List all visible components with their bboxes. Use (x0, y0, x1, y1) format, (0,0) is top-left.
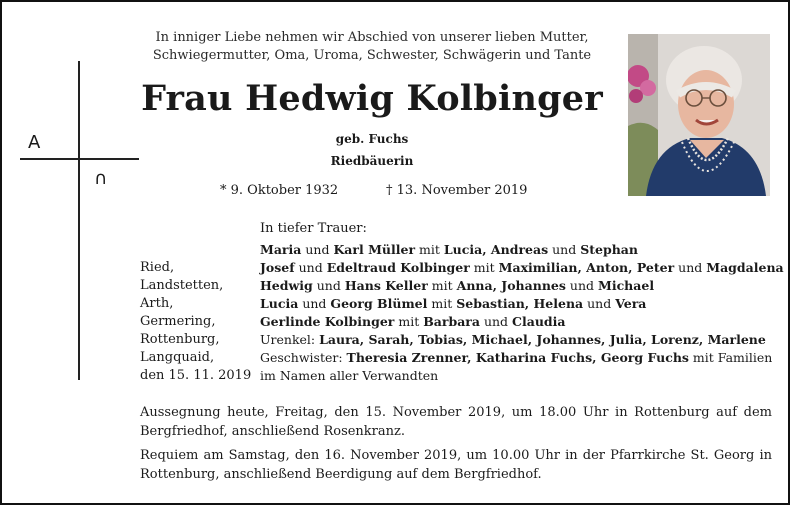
mourner-name: Maria (260, 242, 302, 257)
mourner-connector: und (294, 260, 327, 275)
mourner-line (260, 313, 784, 331)
birth-date: * 9. Oktober 1932 (220, 183, 339, 198)
mourner-name: Vera (615, 296, 647, 311)
mourner-connector: und (479, 314, 513, 329)
intro-line-2: Schwiegermutter, Oma, Uroma, Schwester, Schwägerin und Tante (152, 48, 592, 63)
cross-vertical (78, 61, 80, 380)
place-line: Rottenburg, (140, 332, 220, 347)
mourner-name: Hans Keller (344, 278, 428, 293)
place-line: Ried, (140, 260, 175, 275)
death-date: † 13. November 2019 (386, 183, 528, 198)
mourner-connector: und (674, 260, 707, 275)
mourner-line (260, 295, 784, 313)
deceased-name: Frau Hedwig Kolbinger (141, 78, 603, 119)
portrait-photo (628, 34, 770, 196)
mourner-name: Anna, Johannes (456, 278, 566, 293)
mourner-connector: und (565, 278, 598, 293)
mourner-name: Stephan (580, 242, 638, 257)
omega-symbol: ∩ (94, 168, 108, 189)
mourner-connector: und (548, 242, 581, 257)
place-line: Arth, (140, 296, 174, 311)
mourner-connector: Urenkel: (260, 332, 320, 347)
mourner-connector: und (583, 296, 616, 311)
place-line: Langquaid, (140, 350, 215, 365)
place-line: den 15. 11. 2019 (140, 368, 252, 383)
mourner-connector: und (301, 242, 334, 257)
mourning-heading: In tiefer Trauer: (260, 221, 367, 236)
mourner-name: Maximilian, Anton, Peter (498, 260, 675, 275)
mourner-name: Magdalena (706, 260, 784, 275)
mourner-connector: mit (427, 296, 457, 311)
mourner-name: Laura, Sarah, Tobias, Michael, Johannes, Julia, Lorenz, Marlene (319, 332, 766, 347)
mourner-name: Edeltraud Kolbinger (326, 260, 470, 275)
intro-line-1: In inniger Liebe nehmen wir Abschied von unserer lieben Mutter, (155, 30, 589, 45)
place-line: Landstetten, (140, 278, 224, 293)
mourner-name: Theresia Zrenner, Katharina Fuchs, Georg Fuchs (346, 350, 689, 365)
mourner-name: Hedwig (260, 278, 313, 293)
mourner-name: Michael (597, 278, 655, 293)
mourner-line (260, 259, 784, 277)
mourner-connector: mit (427, 278, 457, 293)
mourner-name: Gerlinde Kolbinger (260, 314, 395, 329)
place-line: Germering, (140, 314, 216, 329)
mourner-connector: und (312, 278, 345, 293)
birth-name: geb. Fuchs (335, 132, 409, 146)
mourners-list (260, 241, 784, 385)
mourner-connector: mit Familien (688, 350, 773, 365)
mourner-connector: mit (415, 242, 444, 257)
mourner-name: Lucia (260, 296, 299, 311)
mourner-name: Lucia, Andreas (443, 242, 549, 257)
mourner-connector: mit (394, 314, 424, 329)
service-paragraph-1: Aussegnung heute, Freitag, den 15. November 2019, um 18.00 Uhr in Rottenburg auf dem Bergfriedhof, anschließend Rosenkranz. (140, 405, 772, 439)
mourner-name: Georg Blümel (330, 296, 428, 311)
mourner-name: Josef (260, 260, 295, 275)
mourner-connector: mit (469, 260, 499, 275)
mourner-line (260, 277, 784, 295)
mourner-connector: und (298, 296, 331, 311)
mourner-name: Karl Müller (333, 242, 416, 257)
alpha-symbol: A (28, 132, 41, 153)
intro-text (142, 29, 602, 65)
mourner-connector: Geschwister: (260, 350, 347, 365)
mourner-line (260, 241, 784, 259)
service-paragraph-2: Requiem am Samstag, den 16. November 2019, um 10.00 Uhr in der Pfarrkirche St. Georg in Rottenburg, anschließend Beerdigung auf dem Bergfriedhof. (140, 448, 772, 482)
places-list (140, 259, 251, 385)
occupation: Riedbäuerin (330, 154, 414, 168)
mourner-line (260, 331, 784, 349)
portrait-image (628, 34, 770, 196)
mourner-name: Sebastian, Helena (456, 296, 584, 311)
mourner-line (260, 367, 784, 385)
mourner-connector: im Namen aller Verwandten (260, 368, 439, 383)
mourner-name: Claudia (512, 314, 566, 329)
mourner-line (260, 349, 784, 367)
cross-horizontal (20, 158, 139, 160)
mourner-name: Barbara (423, 314, 480, 329)
